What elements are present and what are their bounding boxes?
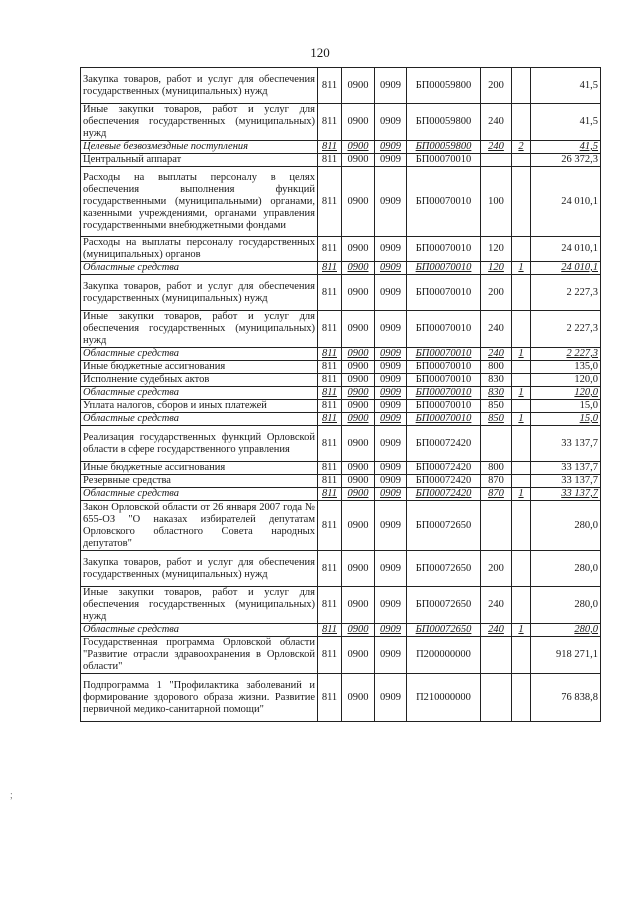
row-expense-type: 240 (481, 311, 512, 348)
row-glava-code: 811 (318, 387, 342, 400)
row-expense-type (481, 501, 512, 551)
row-section-code: 0900 (342, 387, 375, 400)
row-target-article: БП00072420 (407, 475, 481, 488)
row-subsection-code: 0909 (375, 637, 407, 674)
row-section-code: 0900 (342, 154, 375, 167)
row-source-code: 1 (512, 262, 531, 275)
row-subsection-code: 0909 (375, 462, 407, 475)
table-row (81, 426, 601, 462)
row-subsection-code: 0909 (375, 674, 407, 722)
row-expense-type: 240 (481, 587, 512, 624)
budget-rows (81, 68, 601, 722)
row-section-code: 0900 (342, 624, 375, 637)
row-amount: 120,0 (531, 374, 601, 387)
row-expense-type: 200 (481, 275, 512, 311)
budget-table (80, 67, 601, 722)
row-source-code (512, 462, 531, 475)
row-expense-type: 850 (481, 413, 512, 426)
row-target-article: БП00070010 (407, 311, 481, 348)
row-source-code (512, 637, 531, 674)
row-target-article: БП00070010 (407, 348, 481, 361)
row-expense-type: 120 (481, 237, 512, 262)
row-amount: 280,0 (531, 587, 601, 624)
row-glava-code: 811 (318, 311, 342, 348)
row-subsection-code: 0909 (375, 624, 407, 637)
row-target-article: П210000000 (407, 674, 481, 722)
row-target-article: БП00059800 (407, 104, 481, 141)
row-section-code: 0900 (342, 674, 375, 722)
row-subsection-code: 0909 (375, 413, 407, 426)
row-glava-code: 811 (318, 374, 342, 387)
row-expense-type (481, 426, 512, 462)
row-amount: 26 372,3 (531, 154, 601, 167)
table-row (81, 167, 601, 237)
row-glava-code: 811 (318, 501, 342, 551)
row-target-article: П200000000 (407, 637, 481, 674)
row-target-article: БП00072420 (407, 426, 481, 462)
table-row (81, 400, 601, 413)
row-section-code: 0900 (342, 348, 375, 361)
table-row (81, 501, 601, 551)
row-source-code (512, 68, 531, 104)
row-glava-code: 811 (318, 637, 342, 674)
row-glava-code: 811 (318, 475, 342, 488)
row-amount: 24 010,1 (531, 167, 601, 237)
row-amount: 15,0 (531, 413, 601, 426)
row-glava-code: 811 (318, 624, 342, 637)
row-subsection-code: 0909 (375, 400, 407, 413)
row-section-code: 0900 (342, 413, 375, 426)
row-glava-code: 811 (318, 400, 342, 413)
row-name: Областные средства (81, 348, 318, 361)
row-section-code: 0900 (342, 462, 375, 475)
row-name: Областные средства (81, 624, 318, 637)
row-name: Центральный аппарат (81, 154, 318, 167)
row-source-code (512, 167, 531, 237)
row-source-code: 1 (512, 624, 531, 637)
row-amount: 24 010,1 (531, 237, 601, 262)
row-section-code: 0900 (342, 262, 375, 275)
row-glava-code: 811 (318, 68, 342, 104)
row-target-article: БП00070010 (407, 167, 481, 237)
row-section-code: 0900 (342, 488, 375, 501)
row-amount: 2 227,3 (531, 275, 601, 311)
row-expense-type: 830 (481, 387, 512, 400)
row-amount: 41,5 (531, 104, 601, 141)
row-source-code (512, 154, 531, 167)
row-section-code: 0900 (342, 275, 375, 311)
row-subsection-code: 0909 (375, 154, 407, 167)
table-row (81, 361, 601, 374)
row-source-code (512, 501, 531, 551)
row-glava-code: 811 (318, 426, 342, 462)
row-name: Закон Орловской области от 26 января 2007 года № 655-ОЗ "О наказах избирателей депутатам Орловского областного Совета народных депутатов" (81, 501, 318, 551)
row-name: Областные средства (81, 488, 318, 501)
row-name: Целевые безвозмездные поступления (81, 141, 318, 154)
row-target-article: БП00070010 (407, 237, 481, 262)
table-row (81, 237, 601, 262)
row-name: Реализация государственных функций Орловской области в сфере государственного управления (81, 426, 318, 462)
row-subsection-code: 0909 (375, 311, 407, 348)
table-row (81, 387, 601, 400)
row-source-code (512, 237, 531, 262)
row-expense-type: 120 (481, 262, 512, 275)
row-section-code: 0900 (342, 167, 375, 237)
row-source-code (512, 311, 531, 348)
row-target-article: БП00070010 (407, 400, 481, 413)
table-row (81, 413, 601, 426)
page-number: 120 (310, 45, 330, 60)
row-name: Закупка товаров, работ и услуг для обеспечения государственных (муниципальных) нужд (81, 551, 318, 587)
row-subsection-code: 0909 (375, 68, 407, 104)
row-section-code: 0900 (342, 501, 375, 551)
row-glava-code: 811 (318, 141, 342, 154)
row-section-code: 0900 (342, 637, 375, 674)
row-name: Областные средства (81, 262, 318, 275)
row-target-article: БП00072420 (407, 488, 481, 501)
row-subsection-code: 0909 (375, 374, 407, 387)
row-source-code (512, 587, 531, 624)
row-target-article: БП00070010 (407, 361, 481, 374)
table-row (81, 551, 601, 587)
row-name: Областные средства (81, 387, 318, 400)
row-amount: 24 010,1 (531, 262, 601, 275)
row-expense-type: 800 (481, 361, 512, 374)
row-expense-type: 870 (481, 475, 512, 488)
row-name: Закупка товаров, работ и услуг для обеспечения государственных (муниципальных) нужд (81, 275, 318, 311)
row-amount: 280,0 (531, 551, 601, 587)
row-source-code (512, 400, 531, 413)
row-amount: 2 227,3 (531, 311, 601, 348)
row-glava-code: 811 (318, 361, 342, 374)
row-subsection-code: 0909 (375, 262, 407, 275)
row-expense-type: 830 (481, 374, 512, 387)
row-target-article: БП00059800 (407, 141, 481, 154)
row-subsection-code: 0909 (375, 361, 407, 374)
row-expense-type (481, 674, 512, 722)
row-subsection-code: 0909 (375, 488, 407, 501)
row-glava-code: 811 (318, 348, 342, 361)
table-row (81, 275, 601, 311)
row-expense-type: 240 (481, 104, 512, 141)
row-amount: 280,0 (531, 501, 601, 551)
row-glava-code: 811 (318, 551, 342, 587)
row-section-code: 0900 (342, 361, 375, 374)
row-target-article: БП00070010 (407, 413, 481, 426)
row-name: Иные закупки товаров, работ и услуг для обеспечения государственных (муниципальных) нужд (81, 104, 318, 141)
row-section-code: 0900 (342, 141, 375, 154)
row-source-code (512, 275, 531, 311)
row-subsection-code: 0909 (375, 104, 407, 141)
row-expense-type (481, 637, 512, 674)
row-glava-code: 811 (318, 154, 342, 167)
row-name: Иные закупки товаров, работ и услуг для обеспечения государственных (муниципальных) нужд (81, 311, 318, 348)
row-target-article: БП00070010 (407, 374, 481, 387)
row-amount: 15,0 (531, 400, 601, 413)
row-name: Закупка товаров, работ и услуг для обеспечения государственных (муниципальных) нужд (81, 68, 318, 104)
row-amount: 120,0 (531, 387, 601, 400)
row-source-code: 1 (512, 488, 531, 501)
table-row (81, 154, 601, 167)
row-amount: 918 271,1 (531, 637, 601, 674)
row-subsection-code: 0909 (375, 426, 407, 462)
row-amount: 33 137,7 (531, 426, 601, 462)
row-name: Расходы на выплаты персоналу государственных (муниципальных) органов (81, 237, 318, 262)
row-glava-code: 811 (318, 104, 342, 141)
row-glava-code: 811 (318, 462, 342, 475)
row-expense-type: 240 (481, 348, 512, 361)
row-source-code (512, 374, 531, 387)
row-target-article: БП00072650 (407, 501, 481, 551)
row-section-code: 0900 (342, 374, 375, 387)
row-subsection-code: 0909 (375, 475, 407, 488)
table-row (81, 262, 601, 275)
row-amount: 33 137,7 (531, 462, 601, 475)
margin-mark: ; (10, 790, 13, 801)
row-subsection-code: 0909 (375, 275, 407, 311)
table-row (81, 374, 601, 387)
row-name: Уплата налогов, сборов и иных платежей (81, 400, 318, 413)
row-subsection-code: 0909 (375, 551, 407, 587)
row-section-code: 0900 (342, 587, 375, 624)
row-expense-type: 870 (481, 488, 512, 501)
row-glava-code: 811 (318, 587, 342, 624)
row-expense-type: 200 (481, 68, 512, 104)
row-name: Подпрограмма 1 "Профилактика заболеваний и формирование здорового образа жизни. Развитие первичной медико-санитарной помощи" (81, 674, 318, 722)
row-glava-code: 811 (318, 674, 342, 722)
row-target-article: БП00070010 (407, 275, 481, 311)
row-source-code (512, 551, 531, 587)
row-section-code: 0900 (342, 475, 375, 488)
row-name: Иные бюджетные ассигнования (81, 361, 318, 374)
table-row (81, 311, 601, 348)
row-glava-code: 811 (318, 488, 342, 501)
row-name: Областные средства (81, 413, 318, 426)
row-name: Расходы на выплаты персоналу в целях обеспечения выполнения функций государственными (муниципальными) органами, казенными учреждениями, органами управления государственными внебюджетными фондами (81, 167, 318, 237)
row-amount: 41,5 (531, 141, 601, 154)
table-row (81, 68, 601, 104)
row-target-article: БП00070010 (407, 154, 481, 167)
table-row (81, 637, 601, 674)
row-subsection-code: 0909 (375, 167, 407, 237)
row-glava-code: 811 (318, 167, 342, 237)
row-subsection-code: 0909 (375, 587, 407, 624)
row-amount: 2 227,3 (531, 348, 601, 361)
row-source-code: 1 (512, 348, 531, 361)
row-section-code: 0900 (342, 311, 375, 348)
row-expense-type: 800 (481, 462, 512, 475)
row-source-code (512, 674, 531, 722)
row-expense-type: 240 (481, 141, 512, 154)
row-amount: 76 838,8 (531, 674, 601, 722)
row-source-code (512, 475, 531, 488)
row-glava-code: 811 (318, 237, 342, 262)
row-expense-type: 200 (481, 551, 512, 587)
row-expense-type (481, 154, 512, 167)
row-name: Иные бюджетные ассигнования (81, 462, 318, 475)
table-row (81, 488, 601, 501)
row-expense-type: 240 (481, 624, 512, 637)
table-row (81, 475, 601, 488)
table-row (81, 348, 601, 361)
row-target-article: БП00072650 (407, 624, 481, 637)
table-row (81, 462, 601, 475)
row-target-article: БП00070010 (407, 262, 481, 275)
row-name: Резервные средства (81, 475, 318, 488)
table-row (81, 674, 601, 722)
row-target-article: БП00072650 (407, 551, 481, 587)
table-row (81, 624, 601, 637)
row-amount: 135,0 (531, 361, 601, 374)
row-expense-type: 850 (481, 400, 512, 413)
row-subsection-code: 0909 (375, 387, 407, 400)
row-target-article: БП00059800 (407, 68, 481, 104)
row-subsection-code: 0909 (375, 237, 407, 262)
row-amount: 280,0 (531, 624, 601, 637)
row-source-code (512, 426, 531, 462)
row-glava-code: 811 (318, 275, 342, 311)
row-section-code: 0900 (342, 104, 375, 141)
row-name: Иные закупки товаров, работ и услуг для обеспечения государственных (муниципальных) нужд (81, 587, 318, 624)
row-subsection-code: 0909 (375, 348, 407, 361)
row-section-code: 0900 (342, 237, 375, 262)
row-target-article: БП00072420 (407, 462, 481, 475)
row-expense-type: 100 (481, 167, 512, 237)
row-source-code (512, 104, 531, 141)
table-row (81, 587, 601, 624)
row-subsection-code: 0909 (375, 141, 407, 154)
table-row (81, 141, 601, 154)
row-glava-code: 811 (318, 262, 342, 275)
row-glava-code: 811 (318, 413, 342, 426)
row-section-code: 0900 (342, 551, 375, 587)
row-source-code: 1 (512, 413, 531, 426)
row-section-code: 0900 (342, 426, 375, 462)
row-amount: 33 137,7 (531, 488, 601, 501)
row-source-code (512, 361, 531, 374)
row-name: Государственная программа Орловской области "Развитие отрасли здравоохранения в Орловской области" (81, 637, 318, 674)
row-source-code: 2 (512, 141, 531, 154)
row-source-code: 1 (512, 387, 531, 400)
row-subsection-code: 0909 (375, 501, 407, 551)
row-section-code: 0900 (342, 400, 375, 413)
row-name: Исполнение судебных актов (81, 374, 318, 387)
row-amount: 33 137,7 (531, 475, 601, 488)
row-section-code: 0900 (342, 68, 375, 104)
table-row (81, 104, 601, 141)
row-target-article: БП00070010 (407, 387, 481, 400)
row-target-article: БП00072650 (407, 587, 481, 624)
row-amount: 41,5 (531, 68, 601, 104)
